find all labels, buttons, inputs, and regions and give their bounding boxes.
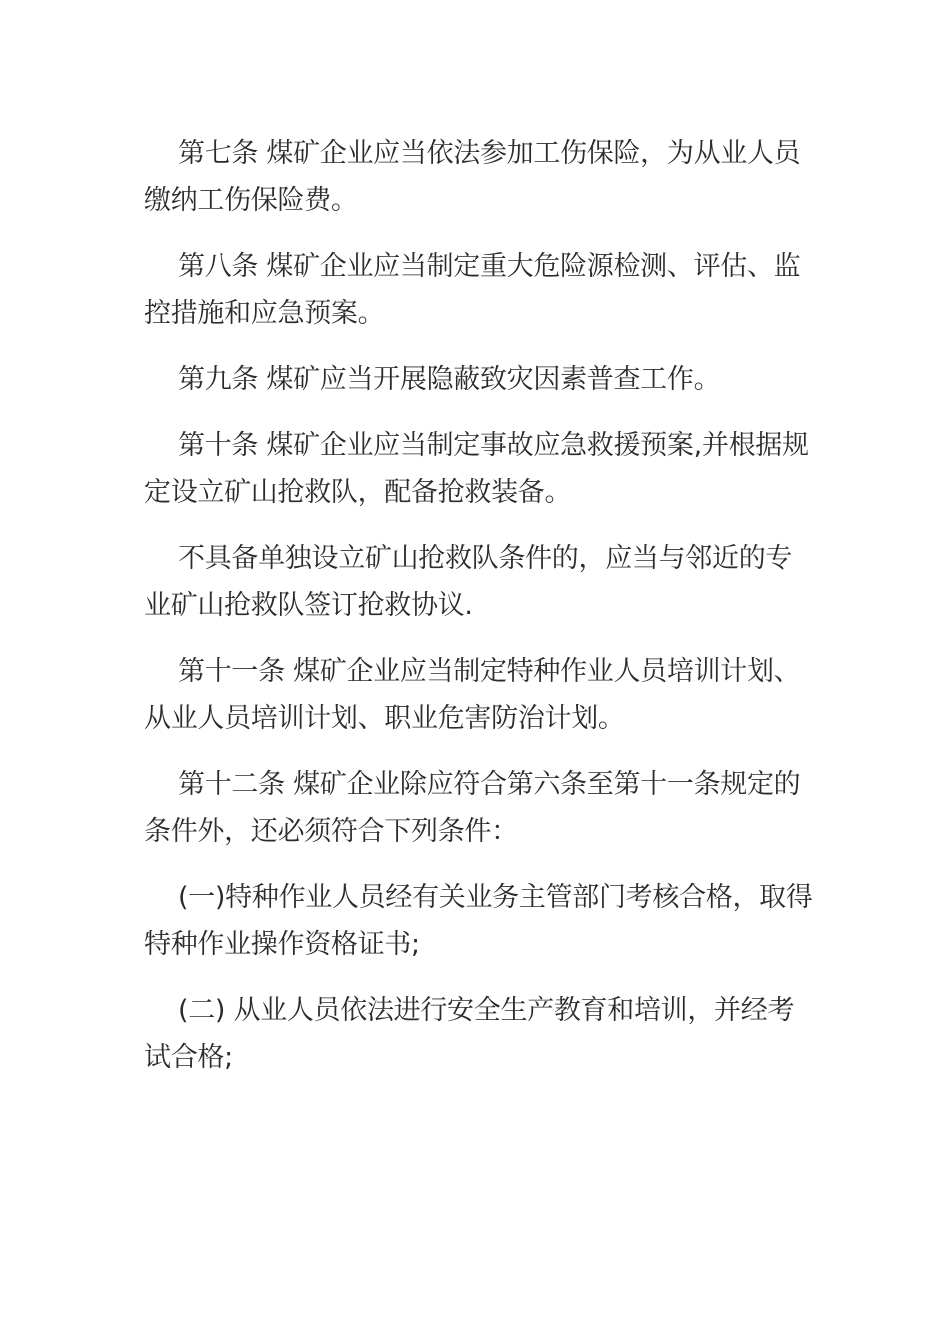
article-11-paragraph: 第十一条 煤矿企业应当制定特种作业人员培训计划、从业人员培训计划、职业危害防治计划。 (144, 656, 801, 734)
article-8-paragraph: 第八条 煤矿企业应当制定重大危险源检测、评估、监控措施和应急预案。 (144, 251, 801, 329)
article-9-paragraph: 第九条 煤矿应当开展隐蔽致灾因素普查工作。 (178, 364, 721, 395)
article-7-paragraph: 第七条 煤矿企业应当依法参加工伤保险，为从业人员缴纳工伤保险费。 (144, 138, 801, 216)
condition-2-paragraph: (二) 从业人员依法进行安全生产教育和培训，并经考试合格; (144, 995, 795, 1073)
article-12-paragraph: 第十二条 煤矿企业除应符合第六条至第十一条规定的条件外，还必须符合下列条件： (144, 769, 801, 847)
article-10-clause-paragraph: 不具备单独设立矿山抢救队条件的，应当与邻近的专业矿山抢救队签订抢救协议. (144, 543, 793, 621)
condition-1-paragraph: (一)特种作业人员经有关业务主管部门考核合格，取得特种作业操作资格证书; (144, 882, 813, 960)
article-10-paragraph: 第十条 煤矿企业应当制定事故应急救援预案,并根据规定设立矿山抢救队，配备抢救装备。 (144, 430, 809, 508)
document-body (144, 130, 814, 1100)
